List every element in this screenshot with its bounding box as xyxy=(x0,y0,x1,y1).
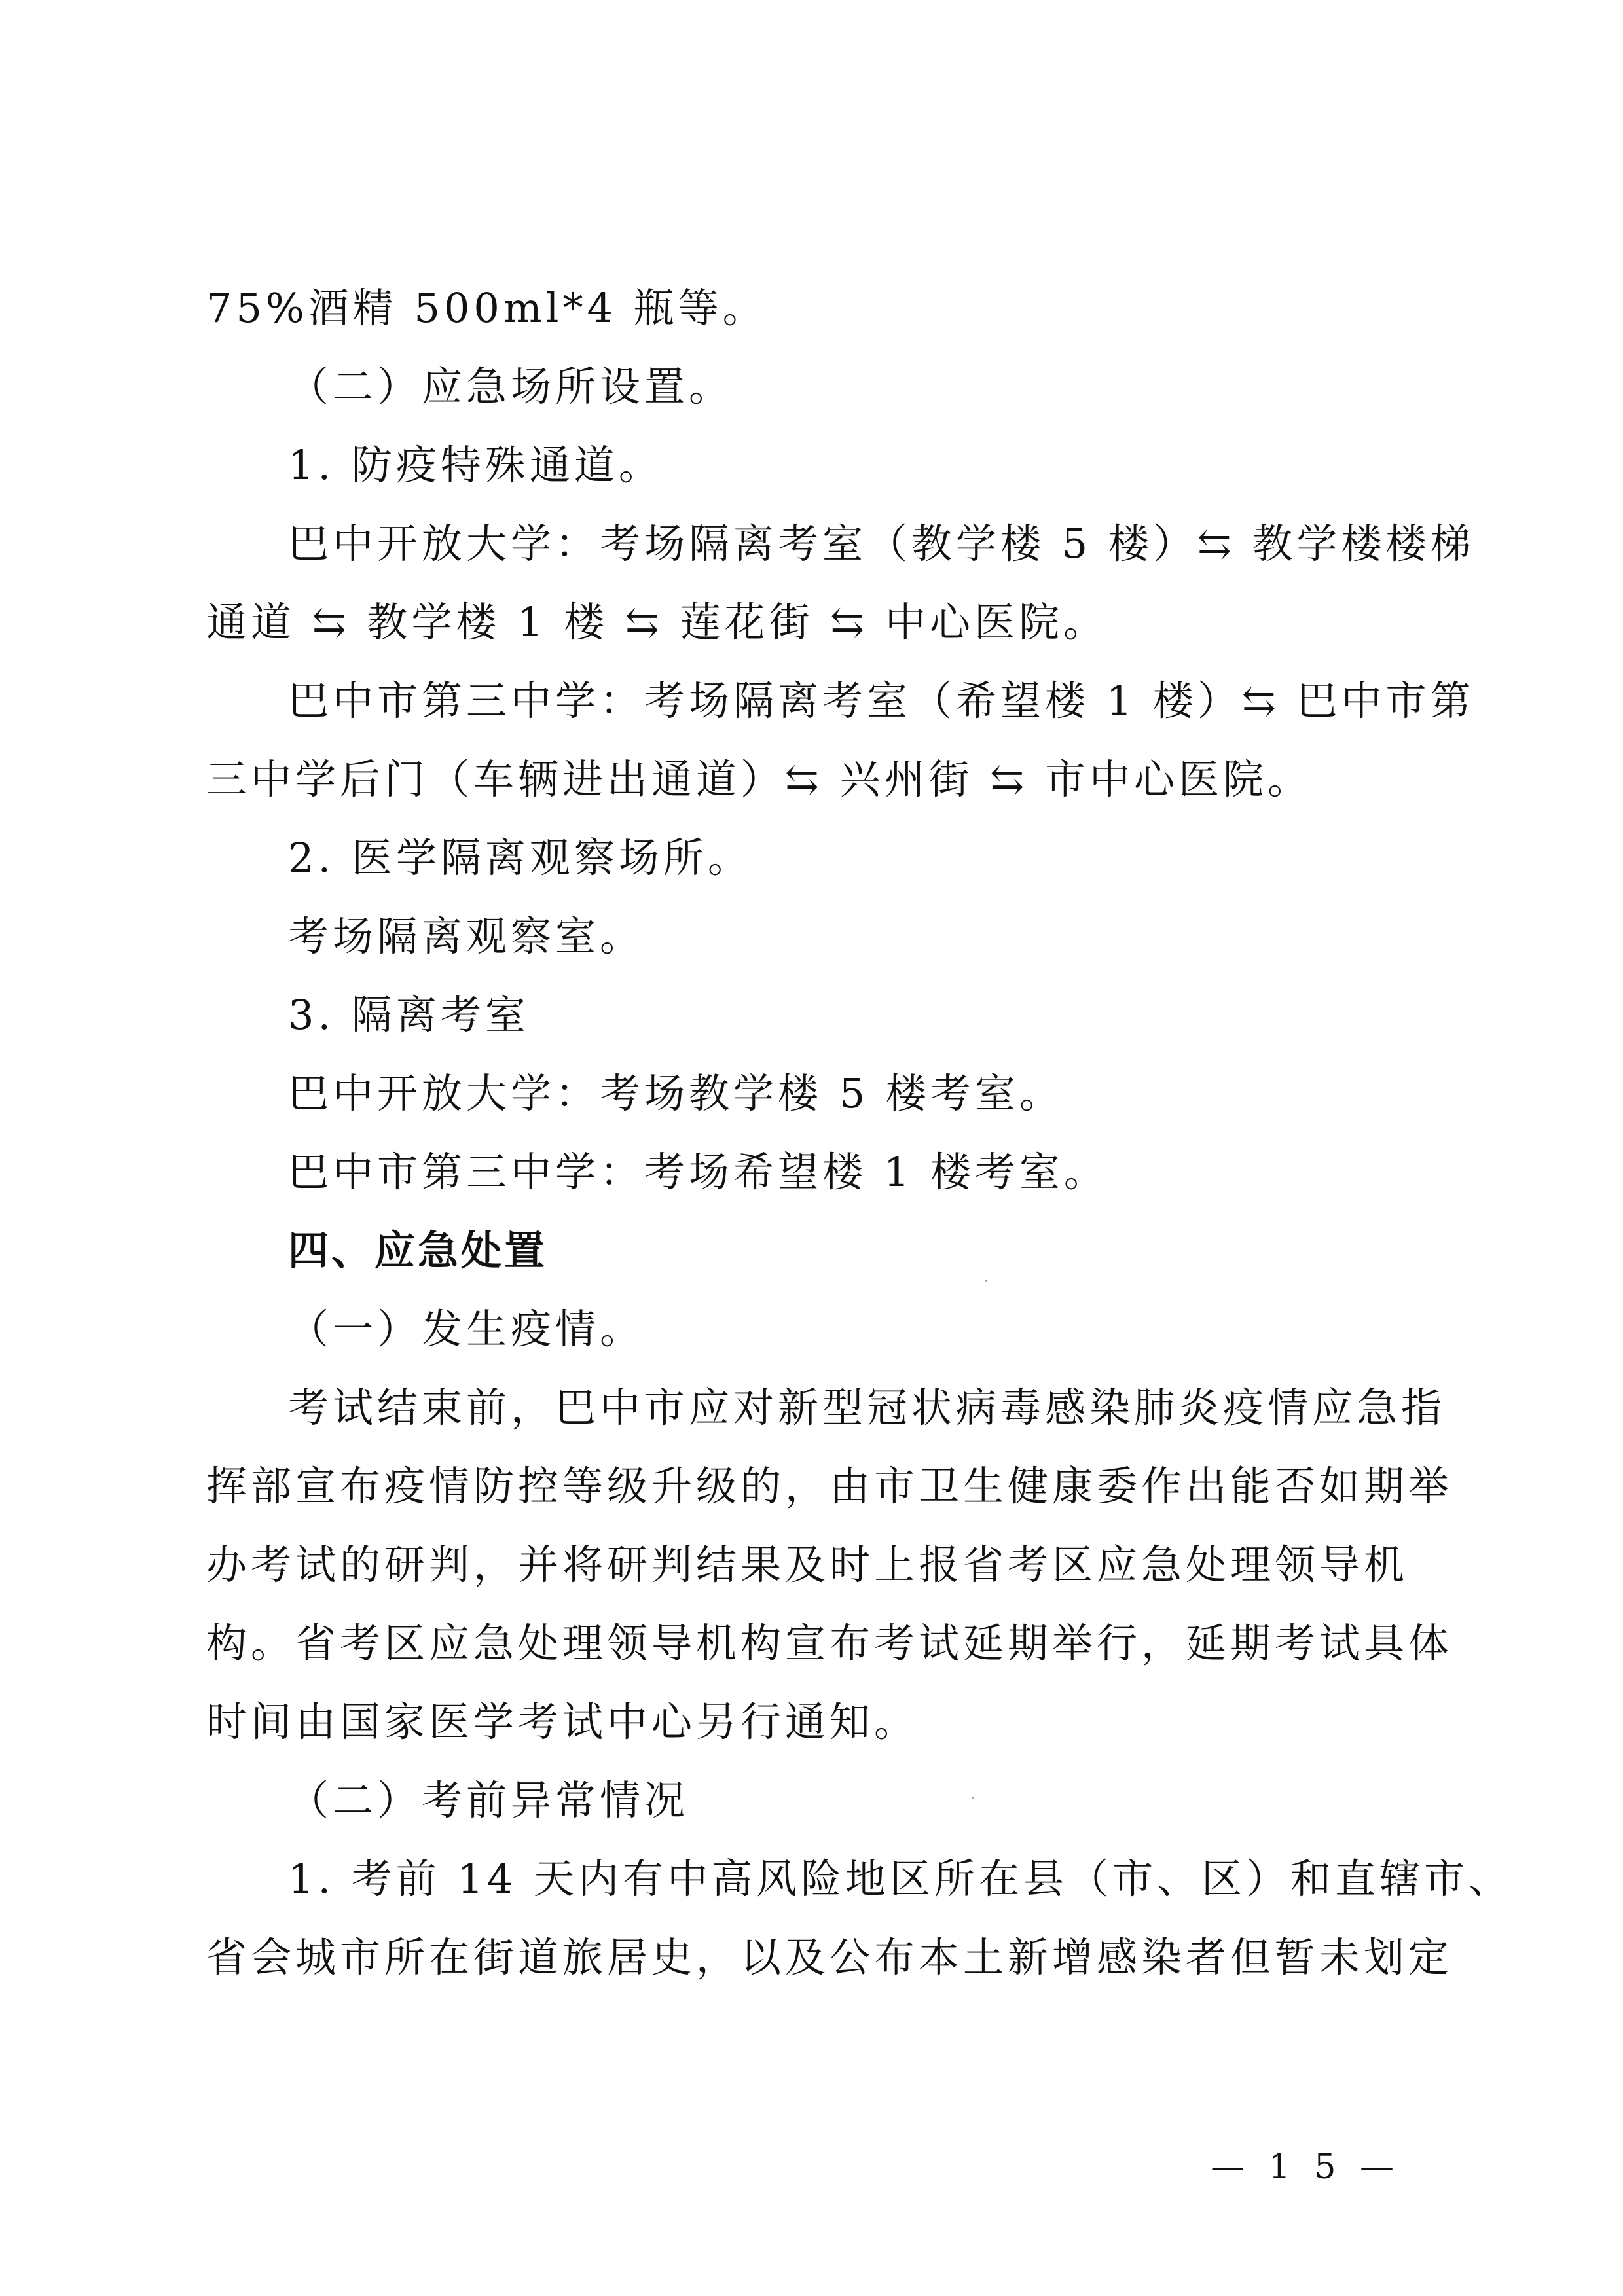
paragraph-line: 省会城市所在街道旅居史，以及公布本土新增感染者但暂未划定 xyxy=(206,1933,1453,1981)
list-item-heading: 3. 隔离考室 xyxy=(288,991,530,1039)
scan-speck xyxy=(985,1280,987,1282)
section-subheading: （一）发生疫情。 xyxy=(288,1305,645,1353)
paragraph-line: 三中学后门（车辆进出通道）⇆ 兴州街 ⇆ 市中心医院。 xyxy=(206,755,1313,803)
paragraph-line: 75%酒精 500ml*4 瓶等。 xyxy=(206,284,767,332)
page-number: — 1 5 — xyxy=(1211,2147,1400,2187)
section-heading: 四、应急处置 xyxy=(288,1227,548,1274)
paragraph-line: 1. 考前 14 天内有中高风险地区所在县（市、区）和直辖市、 xyxy=(288,1855,1514,1903)
paragraph-line: 挥部宣布疫情防控等级升级的，由市卫生健康委作出能否如期举 xyxy=(206,1462,1453,1510)
paragraph-line: 巴中市第三中学：考场隔离考室（希望楼 1 楼）⇆ 巴中市第 xyxy=(288,677,1475,725)
section-subheading: （二）应急场所设置。 xyxy=(288,363,734,410)
list-item-heading: 1. 防疫特殊通道。 xyxy=(288,441,663,489)
list-item-heading: 2. 医学隔离观察场所。 xyxy=(288,834,752,882)
paragraph-line: 考试结束前，巴中市应对新型冠状病毒感染肺炎疫情应急指 xyxy=(288,1384,1446,1431)
paragraph-line: 办考试的研判，并将研判结果及时上报省考区应急处理领导机 xyxy=(206,1541,1409,1588)
section-subheading: （二）考前异常情况 xyxy=(288,1776,689,1824)
paragraph-line: 考场隔离观察室。 xyxy=(288,912,645,960)
paragraph-line: 通道 ⇆ 教学楼 1 楼 ⇆ 莲花街 ⇆ 中心医院。 xyxy=(206,598,1108,646)
scan-speck xyxy=(972,1797,974,1799)
paragraph-line: 时间由国家医学考试中心另行通知。 xyxy=(206,1698,919,1746)
paragraph-line: 巴中市第三中学：考场希望楼 1 楼考室。 xyxy=(288,1148,1108,1196)
paragraph-line: 巴中开放大学：考场隔离考室（教学楼 5 楼）⇆ 教学楼楼梯 xyxy=(288,520,1475,567)
paragraph-line: 巴中开放大学：考场教学楼 5 楼考室。 xyxy=(288,1069,1064,1117)
paragraph-line: 构。省考区应急处理领导机构宣布考试延期举行，延期考试具体 xyxy=(206,1619,1453,1667)
